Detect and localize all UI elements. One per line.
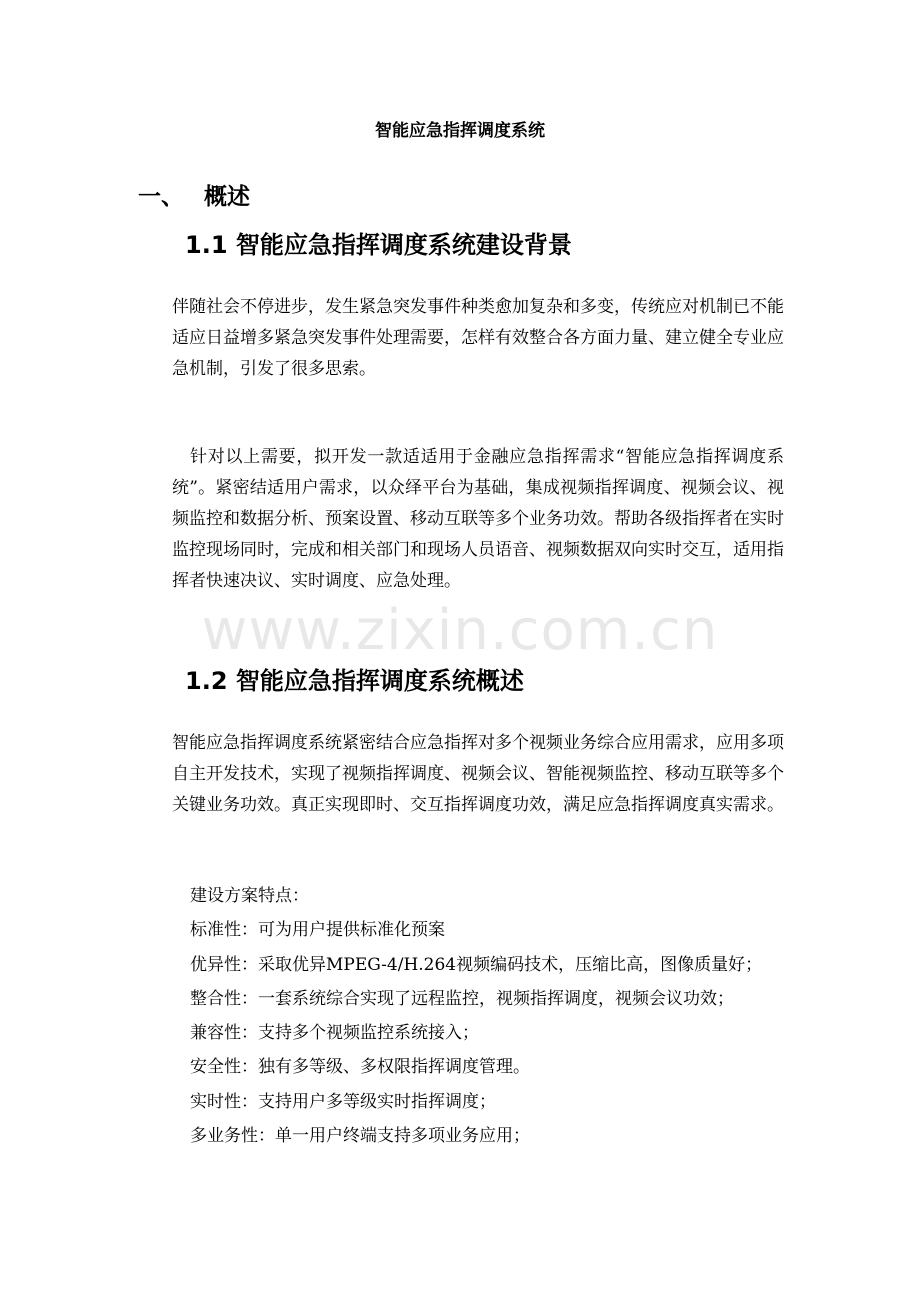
feature-item: 多业务性：单一用户终端支持多项业务应用； (190, 1126, 530, 1147)
feature-item: 兼容性：支持多个视频监控系统接入； (190, 1023, 479, 1044)
section-number: 一、 (138, 184, 184, 210)
document-title: 智能应急指挥调度系统 (375, 121, 545, 141)
section-heading-overview (138, 182, 250, 212)
section-title: 概述 (204, 184, 250, 210)
feature-item: 优异性：采取优异MPEG-4/H.264视频编码技术，压缩比高，图像质量好； (190, 954, 763, 975)
feature-item: 实时性：支持用户多等级实时指挥调度； (190, 1091, 496, 1112)
background-paragraph-2: 针对以上需要，拟开发一款适适用于金融应急指挥需求“智能应急指挥调度系统”。紧密结适用户需求，以众绎平台为基础，集成视频指挥调度、视频会议、视频监控和数据分析、预案设置、移动互联等多个业务功效。帮助各级指挥者在实时监控现场同时，完成和相关部门和现场人员语音、视频数据双向实时交互，适用指挥者快速决议、实时调度、应急处理。 (172, 447, 784, 591)
subsection-heading-overview: 1.2 智能应急指挥调度系统概述 (185, 667, 524, 695)
feature-list (190, 879, 810, 1153)
overview-paragraph: 智能应急指挥调度系统紧密结合应急指挥对多个视频业务综合应用需求，应用多项自主开发技术，实现了视频指挥调度、视频会议、智能视频监控、移动互联等多个关键业务功效。真正实现即时、交互指挥调度功效，满足应急指挥调度真实需求。 (172, 733, 784, 815)
feature-list-heading: 建设方案特点： (190, 886, 309, 906)
feature-item: 安全性：独有多等级、多权限指挥调度管理。 (190, 1057, 530, 1078)
watermark: www.zixin.com.cn (201, 598, 719, 663)
background-paragraph-1: 伴随社会不停进步，发生紧急突发事件种类愈加复杂和多变，传统应对机制已不能适应日益增多紧急突发事件处理需要，怎样有效整合各方面力量、建立健全专业应急机制，引发了很多思索。 (172, 297, 784, 379)
feature-item: 标准性：可为用户提供标准化预案 (190, 920, 445, 941)
feature-item: 整合性：一套系统综合实现了远程监控，视频指挥调度，视频会议功效； (190, 988, 734, 1009)
subsection-heading-background: 1.1 智能应急指挥调度系统建设背景 (185, 231, 572, 259)
